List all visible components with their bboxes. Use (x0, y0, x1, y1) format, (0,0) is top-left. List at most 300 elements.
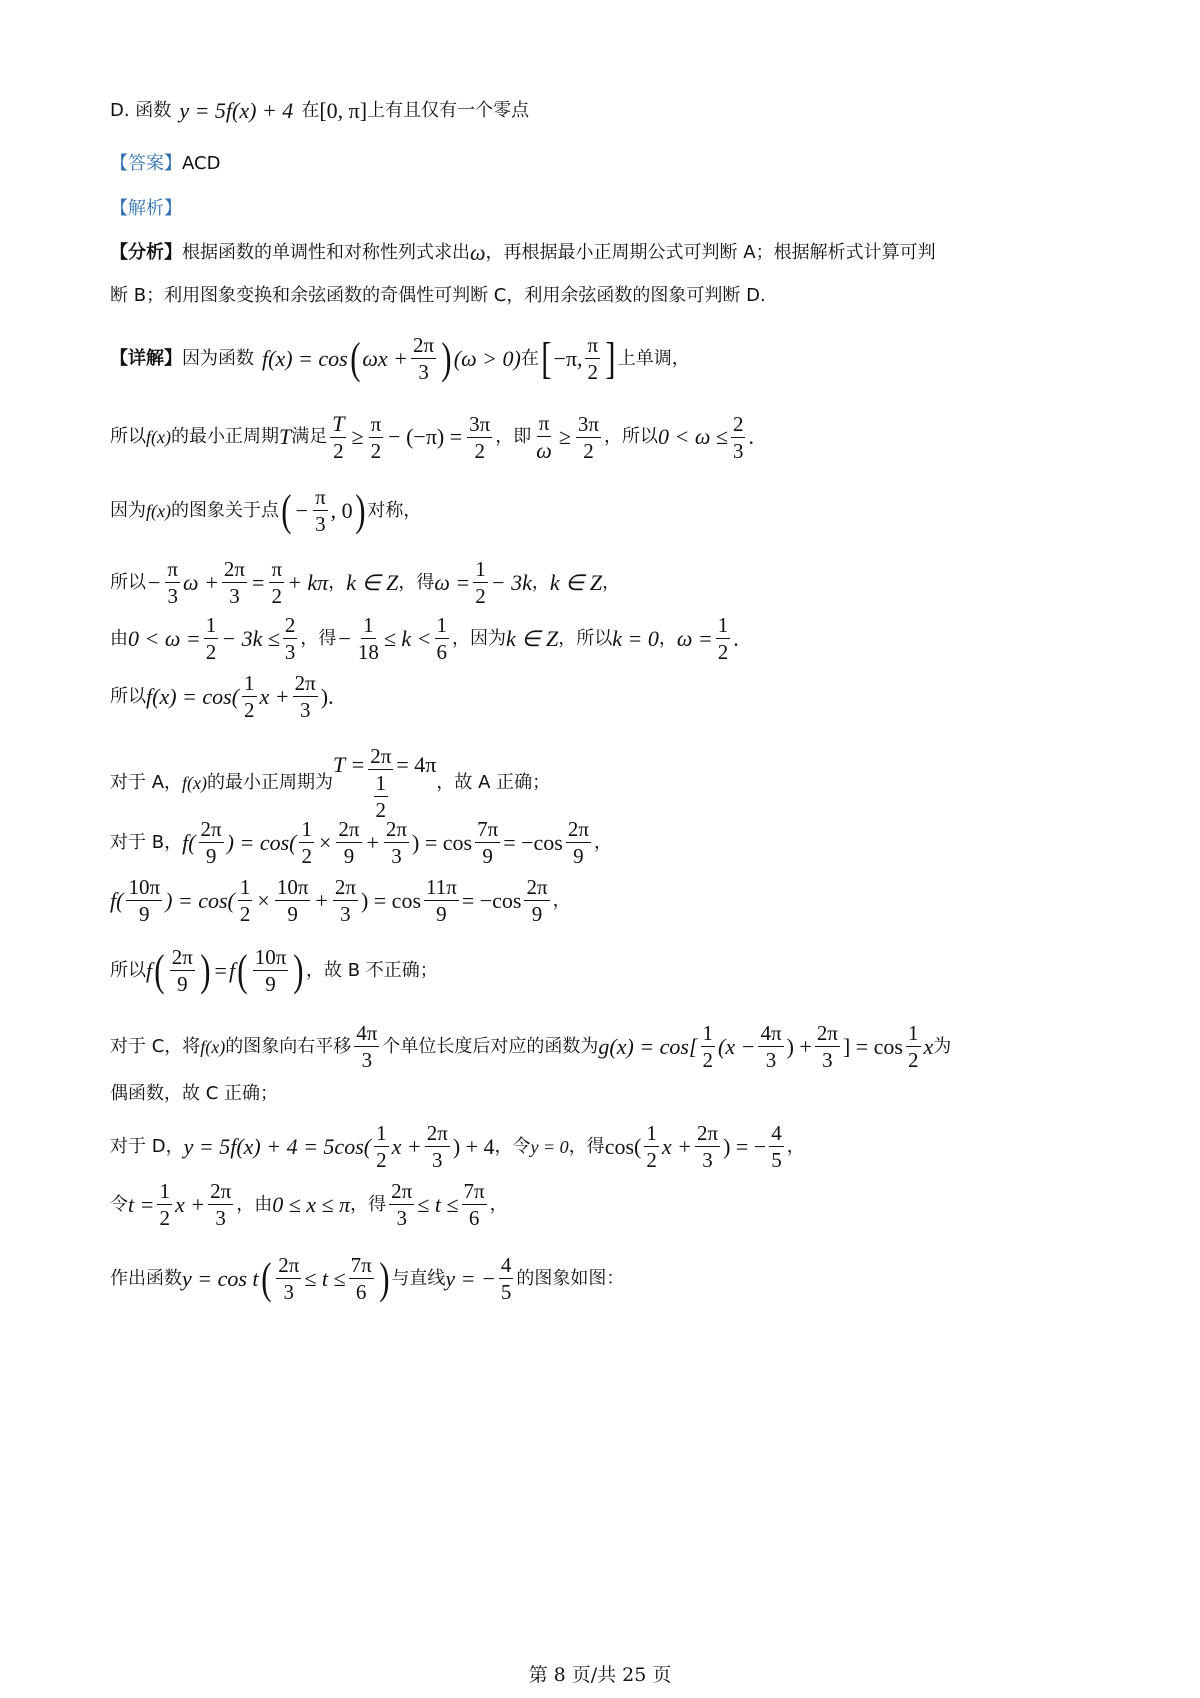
frac-den: 5 (771, 1148, 782, 1173)
frac-3pi-2 (467, 413, 492, 462)
fenxi-tag: 【分析】 (110, 242, 182, 263)
detail-b2-c: ) = cos( (165, 887, 235, 913)
detail-b-e: + (366, 829, 379, 855)
option-d-detail-line-1: 对于 D， y = 5f(x) + 4 = 5cos( $\frac{1}{2}$ x + $\frac{2\pi}{3}$ ) + 4 ，令 y = 0 ，得 cos( $\frac{1}{2}$ x + $\frac{2\pi}{3}$ ) = − $\frac{4}{5}$ ， (110, 1121, 805, 1173)
frac-4-5 (769, 1122, 784, 1171)
frac-1-2e (299, 818, 314, 867)
detail-d-i: ， (786, 1135, 805, 1157)
frac-num: 2π (199, 818, 224, 843)
detail-l4-h: ω = (434, 569, 471, 595)
frac-den: 2 (244, 698, 255, 723)
frac-pi-3b (165, 558, 180, 607)
frac-num: 2π (170, 946, 195, 971)
option-d-detail-line-2: 令 t = $\frac{1}{2}$ x + $\frac{2\pi}{3}$ ，由 0 ≤ x ≤ π ，得 $\frac{2\pi}{3}$ ≤ t ≤ $\frac{7\pi}{6}$ ， (110, 1179, 508, 1231)
frac-den: 3 (167, 584, 178, 609)
left-paren: ( (154, 945, 165, 995)
frac-1-2j (644, 1122, 659, 1171)
frac-2pi-9c (566, 818, 591, 867)
frac-num: 2π (336, 818, 361, 843)
frac-den: 18 (357, 640, 379, 665)
frac-num: π (165, 558, 180, 583)
frac-num: 10π (253, 946, 289, 971)
left-paren: ( (260, 1253, 272, 1303)
frac-num: 1 (204, 614, 219, 639)
frac-num: 4 (499, 1254, 514, 1279)
detail-l6-a: 所以 (110, 685, 146, 707)
fenxi-text-1b: ，再根据最小正周期公式可判断 A；根据解析式计算可判 (485, 242, 936, 263)
frac-T-2 (330, 412, 346, 462)
detail-f-b: y = cos t (182, 1265, 259, 1291)
detail-l5-h: k = 0 (612, 625, 659, 651)
frac-1-2i (374, 1122, 389, 1171)
detail-c-fx: f(x) (200, 1036, 226, 1057)
detail-l3-a: 因为 (110, 499, 146, 521)
detail-l5-e: ≤ k < (383, 625, 432, 651)
frac-pi-3 (313, 486, 328, 535)
option-c-line-1 (110, 1022, 1105, 1071)
frac-2pi-half (368, 745, 393, 821)
detail-c-g: ] = cos (842, 1033, 903, 1059)
detail-l2-d: ≥ (351, 424, 364, 450)
option-b-line-1 (110, 818, 1105, 867)
detail-a-a: 对于 A， (110, 772, 183, 794)
frac-den: 6 (355, 1280, 367, 1305)
detail-l5-b: 0 < ω = (128, 625, 201, 651)
detail-e-d: 0 ≤ x ≤ π (272, 1191, 351, 1217)
page-footer: 第 8 页/共 25 页 (528, 1664, 672, 1686)
frac-den: 2 (717, 640, 729, 665)
frac-pi-omega (534, 412, 554, 462)
detail-l5-omega: ω = (676, 625, 713, 651)
detail-b2-h: ， (552, 889, 571, 911)
detail-l4-c: = (252, 569, 265, 595)
detail-b-h: ， (593, 831, 612, 853)
option-d-mid: 在 (301, 100, 320, 121)
frac-den-nested (369, 770, 394, 821)
frac-den: 9 (531, 902, 543, 927)
option-d-tail: 上有且仅有一个零点 (367, 100, 530, 121)
detail-b-c: ) = cos( (226, 829, 297, 855)
frac-den: 3 (284, 640, 296, 665)
frac-2pi-9e (170, 946, 195, 995)
detail-c-h: x (923, 1033, 934, 1059)
frac-num: 1 (716, 614, 731, 639)
frac-num: 4π (354, 1022, 379, 1047)
frac-2pi-3f (815, 1022, 840, 1071)
detail-l1-int-left: −π, (553, 345, 583, 371)
frac-1-6 (435, 614, 450, 663)
frac-2pi-3h (695, 1122, 720, 1171)
detail-c-a: 对于 C，将 (110, 1035, 201, 1057)
detail-a-d: = 4π (396, 752, 437, 778)
analysis-tag: 【解析】 (110, 198, 182, 219)
detail-l4-k-in-z: k ∈ Z (549, 569, 603, 595)
frac-2pi-9 (199, 818, 224, 867)
frac-den: 2 (375, 798, 387, 823)
detail-b-f: ) = cos (412, 829, 473, 855)
detail-l5-kz: k ∈ Z (506, 625, 559, 651)
detail-b-a: 对于 B， (110, 831, 183, 853)
frac-num: π (369, 413, 384, 438)
frac-num: 7π (462, 1180, 487, 1205)
fenxi-text-2: 断 B；利用图象变换和余弦函数的奇偶性可判断 C，利用余弦函数的图象可判断 D. (110, 285, 766, 306)
frac-den: 3 (396, 1206, 407, 1231)
frac-2pi-3j (389, 1180, 414, 1229)
frac-den: 3 (315, 512, 326, 537)
detail-l4-a: 所以 (110, 571, 146, 593)
fenxi-text-1a: 根据函数的单调性和对称性列式求出 (182, 242, 470, 263)
detail-b3-a: 所以 (110, 959, 146, 981)
frac-den: 9 (343, 844, 355, 869)
detail-f-d: 与直线 (391, 1267, 446, 1289)
frac-num: 2π (695, 1122, 720, 1147)
detail-l2-f: ，即 (495, 426, 532, 448)
analysis-line (110, 200, 1105, 218)
frac-num: 7π (475, 818, 500, 843)
detail-c-e: (x − (718, 1033, 756, 1059)
frac-den: 3 (732, 438, 744, 463)
frac-2pi-3i (208, 1180, 233, 1229)
frac-4pi-3 (354, 1022, 379, 1071)
detail-e-f: ≤ t ≤ (417, 1191, 459, 1217)
detail-a-c: T = (333, 752, 366, 778)
frac-num: T (330, 412, 346, 438)
frac-2-3b (283, 614, 298, 663)
frac-3pi-2b (576, 413, 601, 462)
frac-num: π (537, 412, 552, 437)
frac-num: 2π (293, 672, 318, 697)
frac-1-2f (238, 876, 253, 925)
right-paren: ) (378, 1253, 390, 1303)
right-paren: ) (441, 333, 452, 383)
detail-b3-c: = (214, 957, 227, 983)
answer-tag: 【答案】 (110, 153, 182, 174)
frac-den: 2 (702, 1048, 714, 1073)
detail-l4-comma: ， (531, 571, 550, 593)
detail-l4-g: ，得 (398, 571, 435, 593)
detail-b2-d: × (257, 887, 270, 913)
detail-c-c: 个单位长度后对应的函数为 (382, 1035, 599, 1057)
detail-line-6 (110, 672, 1105, 721)
frac-den: 2 (239, 902, 251, 927)
detail-l2-g: ，所以 (604, 426, 658, 448)
detail-b3-f2: f (228, 957, 236, 983)
frac-num: 1 (701, 1022, 716, 1047)
detail-b-b: f( (182, 829, 196, 855)
frac-den: 3 (229, 584, 240, 609)
frac-1-2b (204, 614, 219, 663)
frac-7pi-6b (349, 1254, 374, 1303)
frac-10pi-9 (126, 876, 162, 925)
frac-7pi-9 (475, 818, 500, 867)
frac-num: 2π (368, 745, 393, 770)
frac-11pi-9 (424, 876, 459, 925)
frac-den: 3 (702, 1148, 713, 1173)
frac-num: 2π (276, 1254, 301, 1279)
frac-1-2k (157, 1180, 172, 1229)
frac-num: π (269, 558, 284, 583)
detail-l5-c: − 3k ≤ (221, 625, 280, 651)
frac-num: 2π (384, 818, 409, 843)
detail-l1-inner: ωx + (362, 345, 409, 371)
detail-l1-in: 在 (520, 347, 539, 369)
frac-2-3 (731, 413, 746, 462)
detail-l5-f: ，因为 (452, 627, 507, 649)
frac-num: 2π (389, 1180, 414, 1205)
detail-l4-f: k ∈ Z (346, 569, 399, 595)
detail-c2: 偶函数，故 C 正确； (110, 1083, 279, 1104)
detail-tag: 【详解】 (110, 347, 182, 369)
option-a-line (110, 745, 1105, 821)
detail-d-e: y = 0 (530, 1136, 569, 1157)
detail-l2-a: 所以 (110, 426, 146, 448)
fenxi-omega: ω (470, 240, 486, 265)
detail-l2-b: 的最小正周期 (170, 426, 279, 448)
frac-num: 4 (769, 1122, 784, 1147)
detail-b2-a: f( (110, 887, 124, 913)
detail-l6-d: ). (320, 683, 334, 709)
detail-l5-d: ，得 (300, 627, 337, 649)
frac-den: 2 (271, 584, 282, 609)
frac-2pi-9b (336, 818, 361, 867)
frac-1-2h (906, 1022, 921, 1071)
frac-num: 1 (374, 772, 389, 797)
frac-den: 2 (908, 1048, 919, 1073)
detail-l2-end: . (748, 424, 754, 450)
detail-d-g: cos( (604, 1133, 642, 1159)
frac-num: 2π (815, 1022, 840, 1047)
option-d (110, 100, 1105, 122)
frac-den: 5 (500, 1280, 512, 1305)
detail-b-g: = −cos (503, 829, 563, 855)
detail-line-1 (110, 334, 1105, 383)
fenxi-line-2 (110, 287, 1105, 305)
frac-den: 9 (205, 844, 217, 869)
frac-1-18 (356, 614, 381, 663)
frac-den: 3 (432, 1148, 443, 1173)
frac-2pi-3g (425, 1122, 450, 1171)
option-d-expr: y = 5f(x) + 4 (179, 98, 294, 123)
frac-4pi-3b (758, 1022, 783, 1071)
detail-c-b: 的图象向右平移 (225, 1035, 352, 1057)
fenxi-line-1 (110, 242, 1105, 264)
detail-b2-f: ) = cos (360, 887, 422, 913)
detail-e-g: ， (489, 1193, 508, 1215)
frac-den: 2 (370, 438, 382, 463)
frac-num: 7π (349, 1254, 374, 1279)
detail-a-b: 的最小正周期为 (207, 772, 334, 794)
frac-num: 2π (566, 818, 591, 843)
detail-line-2 (110, 412, 1105, 462)
frac-num: 1 (374, 1122, 389, 1147)
frac-num: 1 (644, 1122, 659, 1147)
detail-b3-d: ，故 B 不正确； (306, 959, 438, 981)
left-paren: ( (237, 945, 248, 995)
frac-pi-2b (369, 413, 384, 462)
frac-pi-2 (585, 334, 600, 383)
detail-a-fx: f(x) (182, 773, 208, 794)
detail-l6-b: f(x) = cos( (146, 683, 240, 709)
frac-num: 2π (411, 334, 436, 359)
frac-den: 3 (822, 1048, 833, 1073)
frac-num: 1 (435, 614, 450, 639)
frac-num: 10π (275, 876, 311, 901)
frac-num: 1 (238, 876, 253, 901)
detail-d-h: ) = − (723, 1133, 767, 1159)
frac-num: π (313, 486, 328, 511)
frac-num: 3π (576, 413, 601, 438)
frac-den: 2 (474, 438, 485, 463)
option-d-detail-line-3 (110, 1254, 1105, 1303)
frac-num: 11π (424, 876, 459, 901)
detail-l4-d: + kπ (287, 569, 329, 595)
frac-num: 1 (242, 672, 257, 697)
frac-num: 2π (222, 558, 247, 583)
frac-den: 2 (646, 1148, 657, 1173)
detail-l3-fx: f(x) (146, 500, 171, 521)
frac-10pi-9c (253, 946, 289, 995)
frac-den: 3 (340, 902, 351, 927)
frac-num: π (585, 334, 600, 359)
answer-value: ACD (182, 153, 221, 174)
detail-l5-a: 由 (110, 627, 128, 649)
detail-l5-i: ， (658, 627, 677, 649)
detail-a-e: ，故 A 正确； (436, 772, 551, 794)
frac-den: 2 (587, 360, 599, 385)
detail-b-d: × (318, 829, 332, 855)
frac-4-5b (499, 1254, 514, 1303)
detail-l2-e: − (−π) = (388, 424, 463, 450)
detail-e-a: 令 (110, 1193, 128, 1215)
detail-l1-f: f(x) = cos (262, 345, 348, 371)
option-b-line-2 (110, 876, 1105, 925)
frac-2pi-3e (333, 876, 358, 925)
frac-den: 6 (468, 1206, 480, 1231)
detail-e-e: ，得 (350, 1193, 387, 1215)
frac-den: 3 (299, 698, 311, 723)
left-paren: ( (281, 485, 292, 535)
frac-10pi-9b (275, 876, 311, 925)
frac-2pi-9d (524, 876, 549, 925)
detail-line-3: 因为 f(x) 的图象关于点 ( − $\frac{\pi}{3}$ , 0 ) 对称， (110, 485, 422, 537)
frac-den: 2 (475, 584, 486, 609)
frac-den: 3 (765, 1048, 777, 1073)
detail-f-e: y = − (445, 1265, 496, 1291)
frac-num: 3π (467, 413, 492, 438)
option-c-line-2 (110, 1085, 1105, 1103)
frac-den: 3 (215, 1206, 226, 1231)
frac-2pi-3d (384, 818, 409, 867)
frac-2pi-3 (411, 334, 436, 383)
right-paren: ) (354, 485, 366, 535)
right-paren: ) (293, 945, 304, 995)
detail-l1-a: 因为函数 (182, 347, 254, 369)
frac-pi-2c (269, 558, 284, 607)
detail-e-b: t = (128, 1191, 155, 1217)
detail-c-d: g(x) = cos[ (598, 1033, 698, 1059)
frac-2pi-3b (222, 558, 247, 607)
frac-den: 3 (391, 844, 402, 869)
frac-den: 9 (573, 844, 584, 869)
detail-d-b: y = 5f(x) + 4 = 5cos( (183, 1133, 372, 1159)
detail-c-i: 为 (933, 1035, 952, 1057)
detail-c-f: ) + (786, 1033, 812, 1059)
detail-l4-b: ω + (183, 569, 219, 595)
frac-den: ω (536, 438, 552, 464)
detail-l3-d: 对称， (367, 499, 422, 521)
detail-d-c: ) + 4 (452, 1133, 495, 1159)
frac-den: 2 (376, 1148, 387, 1173)
detail-e-c: ，由 (236, 1193, 273, 1215)
frac-den: 9 (482, 844, 493, 869)
detail-f-f: 的图象如图： (516, 1267, 625, 1289)
frac-1-2g (701, 1022, 716, 1071)
frac-den: 3 (418, 360, 429, 385)
option-b-line-3 (110, 946, 1105, 995)
detail-l4-i: − 3k (490, 569, 532, 595)
frac-num: 10π (126, 876, 162, 901)
frac-7pi-6 (462, 1180, 487, 1229)
frac-1-2-nested (374, 772, 389, 821)
detail-l3-c: , 0 (330, 497, 353, 523)
detail-l2-fx: f(x) (146, 427, 171, 448)
detail-l1-tail: 上单调， (617, 347, 690, 369)
option-d-label: D. 函数 (110, 100, 172, 121)
frac-den: 2 (159, 1206, 170, 1231)
detail-f-c: ≤ t ≤ (304, 1265, 346, 1291)
detail-l3-b: 的图象关于点 (170, 499, 279, 521)
frac-num: 1 (299, 818, 314, 843)
frac-num: 4π (758, 1022, 783, 1047)
detail-d-f: ，得 (568, 1135, 605, 1157)
frac-1-2d (242, 672, 257, 721)
frac-num: 2 (283, 614, 298, 639)
detail-l2-h: 0 < ω ≤ (658, 424, 728, 450)
detail-b2-e: + (315, 887, 328, 913)
frac-num: 1 (361, 614, 376, 639)
detail-d-a: 对于 D， (110, 1135, 184, 1157)
frac-den: 2 (205, 640, 217, 665)
detail-line-5: 由 0 < ω = $\frac{1}{2}$ − 3k ≤ $\frac{2}{3}$ ，得 − $\frac{1}{18}$ ≤ k < $\frac{1}{6}$ ，因为 k ∈ Z ，所以 k = 0 ， ω = $\frac{1}{2}$ . (110, 613, 739, 665)
frac-num: 2π (208, 1180, 233, 1205)
detail-b2-g: = −cos (461, 887, 522, 913)
frac-den: 2 (583, 438, 594, 463)
right-paren: ) (200, 945, 211, 995)
detail-d-d: ，令 (494, 1135, 531, 1157)
detail-l1-cond: (ω > 0) (453, 345, 521, 371)
detail-line-4: 所以 − $\frac{\pi}{3}$ ω + $\frac{2\pi}{3}$ = $\frac{\pi}{2}$ + kπ ， k ∈ Z ，得 ω = $\frac{1}{2}$ − 3k ， k ∈ Z ， (110, 557, 621, 609)
frac-2pi-3c (293, 672, 318, 721)
detail-l6-c: x + (259, 683, 290, 709)
frac-den: 9 (139, 902, 150, 927)
frac-den: 9 (265, 972, 276, 997)
left-bracket: [ (541, 333, 552, 383)
frac-den: 6 (436, 640, 448, 665)
frac-num: 2π (524, 876, 549, 901)
frac-den: 9 (287, 902, 298, 927)
detail-b3-b: f (146, 957, 153, 983)
detail-l2-c: 满足 (291, 426, 328, 448)
frac-2pi-3k (276, 1254, 301, 1303)
frac-den: 3 (361, 1048, 373, 1073)
frac-den: 2 (333, 439, 344, 464)
right-bracket: ] (605, 333, 616, 383)
frac-den: 2 (301, 844, 312, 869)
left-paren: ( (349, 333, 361, 383)
frac-num: 2π (425, 1122, 450, 1147)
option-d-interval: [0, π] (319, 98, 368, 123)
frac-num: 2π (333, 876, 358, 901)
